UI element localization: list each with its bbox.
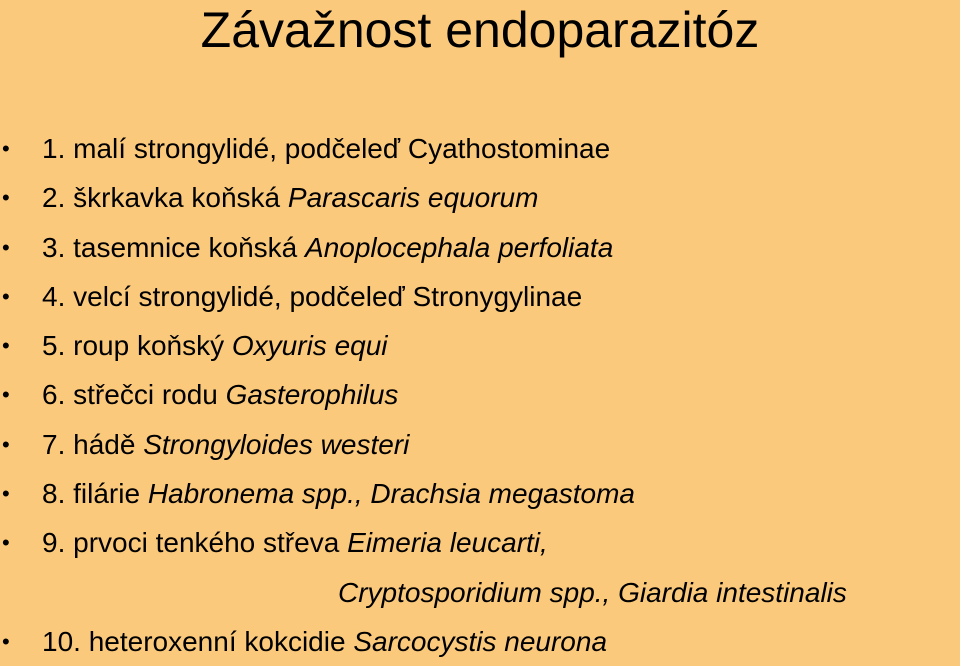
list-item-text	[42, 617, 607, 666]
list-item	[0, 617, 960, 666]
item-number: 8.	[42, 478, 66, 510]
list-item	[0, 518, 960, 567]
item-number: 6.	[42, 379, 66, 411]
item-species: Sarcocystis neurona	[353, 625, 608, 657]
item-number: 5.	[42, 330, 66, 362]
item-species: Eimeria leucarti,	[347, 527, 548, 559]
list-item-text	[42, 420, 409, 469]
list-item-text	[42, 272, 582, 321]
list-item-text	[42, 173, 538, 222]
item-species: Habronema spp., Drachsia megastoma	[147, 478, 635, 510]
list-item	[0, 321, 960, 370]
item-label: filárie	[73, 478, 141, 510]
list-item-text	[42, 223, 613, 272]
item-species: Gasterophilus	[225, 379, 399, 411]
item-species: Cryptosporidium spp., Giardia intestinalis	[338, 576, 847, 608]
list-item-text	[42, 518, 548, 567]
item-label: velcí strongylidé, podčeleď Stronygylinae	[73, 280, 583, 312]
item-species: Anoplocephala perfoliata	[305, 231, 614, 263]
list-item	[0, 469, 960, 518]
list-item-text	[338, 568, 847, 617]
list-item	[0, 124, 960, 173]
item-species: Oxyuris equi	[231, 330, 388, 362]
item-number: 4.	[42, 280, 66, 312]
bullet-icon: •	[2, 628, 10, 654]
item-label: heteroxenní kokcidie	[88, 625, 346, 657]
item-number: 2.	[42, 182, 66, 214]
item-species: Strongyloides westeri	[143, 428, 410, 460]
bullet-icon: •	[2, 185, 10, 211]
item-label: hádě	[73, 428, 136, 460]
item-number: 10.	[42, 625, 81, 657]
list-item	[0, 420, 960, 469]
item-label: střečci rodu	[73, 379, 218, 411]
list-item	[0, 223, 960, 272]
list-item-text	[42, 370, 398, 419]
item-number: 9.	[42, 527, 66, 559]
list-item-text	[42, 469, 635, 518]
bullet-icon: •	[2, 333, 10, 359]
bullet-icon: •	[2, 481, 10, 507]
item-label: prvoci tenkého střeva	[73, 527, 340, 559]
list-item	[0, 272, 960, 321]
parasite-list	[0, 124, 960, 666]
item-label: tasemnice koňská	[73, 231, 298, 263]
item-number: 3.	[42, 231, 66, 263]
item-label: škrkavka koňská	[73, 182, 281, 214]
bullet-icon: •	[2, 283, 10, 309]
item-label: roup koňský	[73, 330, 225, 362]
list-item-continuation	[0, 568, 960, 617]
list-item-text	[42, 124, 610, 173]
item-label: malí strongylidé, podčeleď Cyathostominae	[73, 133, 611, 164]
item-number: 1.	[42, 133, 66, 164]
bullet-icon: •	[2, 136, 10, 161]
bullet-icon: •	[2, 382, 10, 408]
list-item-text	[42, 321, 388, 370]
bullet-icon: •	[2, 530, 10, 556]
bullet-icon: •	[2, 431, 10, 457]
item-number: 7.	[42, 428, 66, 460]
slide-title: Závažnost endoparazitóz	[200, 2, 760, 58]
list-item	[0, 173, 960, 222]
item-species: Parascaris equorum	[287, 182, 539, 214]
list-item	[0, 370, 960, 419]
bullet-icon: •	[2, 234, 10, 260]
